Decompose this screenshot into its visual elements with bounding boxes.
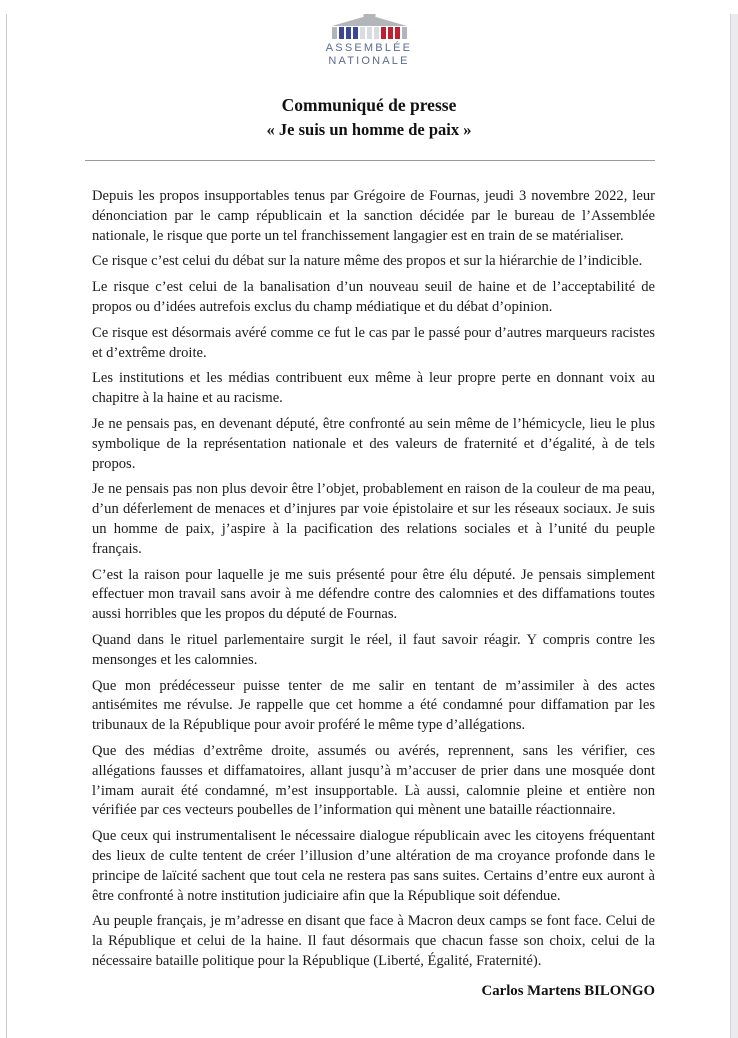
paragraph: Les institutions et les médias contribuent eux même à leur propre perte en donnant voix au chapitre à la haine et au racisme. xyxy=(92,370,655,407)
press-release-title: Communiqué de presse xyxy=(281,95,457,115)
paragraph: Je ne pensais pas non plus devoir être l’objet, probablement en raison de la couleur de ma peau, d’un déferlement de menaces et d’injures par voie épistolaire et sur les réseaux sociaux. Je suis un homme de paix, j’aspire à la pacification des relations sociales et à l’unité du peuple français. xyxy=(92,481,655,557)
press-release-page xyxy=(0,14,738,1001)
paragraph: Ce risque c’est celui du débat sur la nature même des propos et sur la hiérarchie de l’indicible. xyxy=(92,253,643,270)
header-divider xyxy=(85,160,655,161)
press-release-body xyxy=(92,187,655,1001)
paragraph: Je ne pensais pas, en devenant député, être confronté au sein même de l’hémicycle, lieu le plus symbolique de la représentation nationale et des valeurs de fraternité et d’égalité, à de tels propos. xyxy=(92,415,655,472)
paragraph: Que mon prédécesseur puisse tenter de me salir en tentant de m’assimiler à des actes antisémites me révulse. Je rappelle que cet homme a été condamné pour diffamation par les tribunaux de la République pour avoir proféré le même type d’allégations. xyxy=(92,677,655,734)
logo-text-line2: NATIONALE xyxy=(328,55,410,67)
paragraph: Quand dans le rituel parlementaire surgit le réel, il faut savoir réagir. Y compris contre les mensonges et les calomnies. xyxy=(92,631,655,668)
assemblee-nationale-icon xyxy=(332,14,407,39)
page-edge-right xyxy=(730,14,738,1038)
assemblee-nationale-logo xyxy=(299,14,439,68)
press-release-subtitle: « Je suis un homme de paix » xyxy=(266,120,472,139)
signature: Carlos Martens BILONGO xyxy=(481,982,655,999)
paragraph: Au peuple français, je m’adresse en disant que face à Macron deux camps se font face. Celui de la République et celui de la haine. Il faut désormais que chacun fasse son choix, celui de la nécessaire bataille politique pour la République (Liberté, Égalité, Fraternité). xyxy=(92,913,655,969)
paragraph: Que des médias d’extrême droite, assumés ou avérés, reprennent, sans les vérifier, ces allégations fausses et diffamatoires, allant jusqu’à m’accuser de prier dans une mosquée dont l’imam aurait été condamné, m’est insupportable. Là aussi, calomnie pleine et entière non vérifiée par ces vecteurs poubelles de l’information qui mènent une bataille réactionnaire. xyxy=(92,742,655,819)
logo-text-line1: ASSEMBLÉE xyxy=(325,42,413,54)
paragraph: Que ceux qui instrumentalisent le nécessaire dialogue républicain avec les citoyens fréquentant des lieux de culte tentent de créer l’illusion d’une altération de ma croyance profonde dans le principe de laïcité sachent que tout cela ne restera pas sans suites. Certains d’entre eux auront à être confronté à notre institution judiciaire afin que la République soit défendue. xyxy=(92,828,655,904)
paragraph: Depuis les propos insupportables tenus par Grégoire de Fournas, jeudi 3 novembre 2022, leur dénonciation par le camp républicain et la sanction décidée par le bureau de l’Assemblée nationale, le risque que porte un tel franchissement langagier est en train de se matérialiser. xyxy=(92,188,655,244)
paragraph: Ce risque est désormais avéré comme ce fut le cas par le passé pour d’autres marqueurs racistes et d’extrême droite. xyxy=(92,324,655,361)
paragraph: Le risque c’est celui de la banalisation d’un nouveau seuil de haine et de l’acceptabilité de propos ou d’idées autrefois exclus du champ médiatique et du débat d’opinion. xyxy=(92,279,655,315)
paragraph: C’est la raison pour laquelle je me suis présenté pour être élu député. Je pensais simplement effectuer mon travail sans avoir à me défendre contre des calomnies et des diffamations toutes aussi horribles que les propos du député de Fournas. xyxy=(92,566,655,623)
page-edge-left xyxy=(6,14,7,1038)
